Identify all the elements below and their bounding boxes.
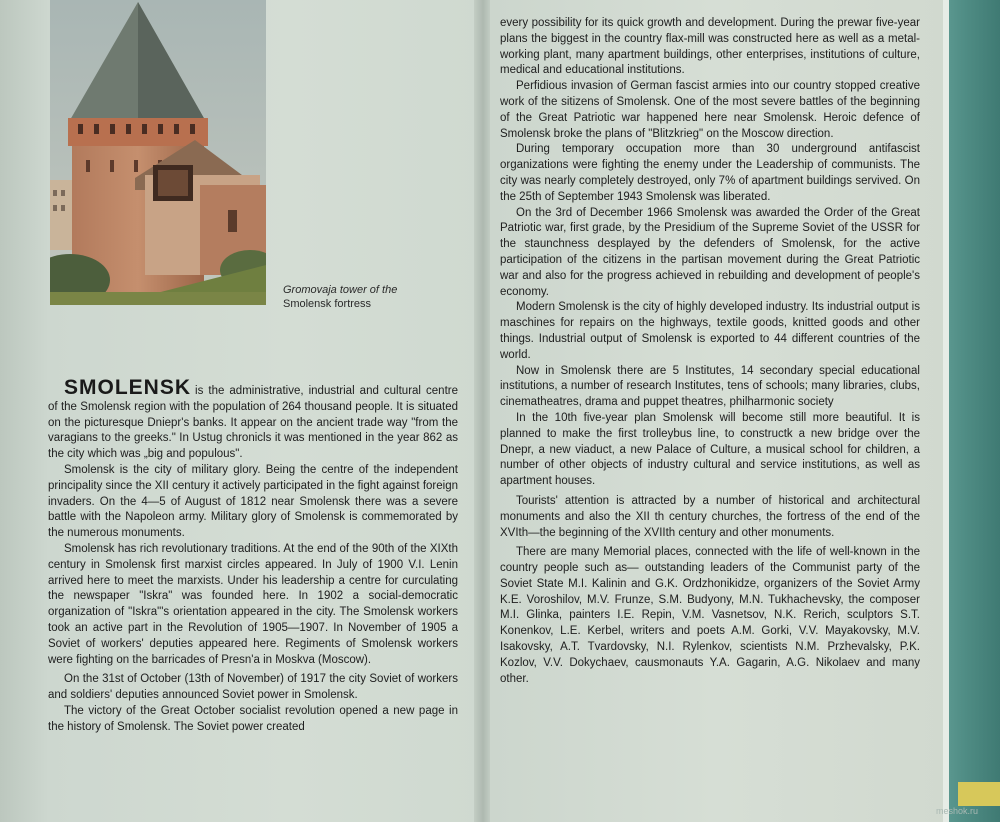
tower-illustration [50, 0, 266, 305]
right-text-column [500, 16, 920, 687]
paragraph: Now in Smolensk there are 5 Institutes, 14 secondary special educational institutions, a number of research Institutes, tens of schools; many libraries, clubs, cinematheatres, drama and puppet theatres, philharmonic society [500, 364, 920, 409]
intro-paragraph [48, 376, 458, 463]
paragraph: During temporary occupation more than 30 underground antifascist organizations were fighting the enemy under the Leadership of communists. The city was nearly completely destroyed, only 7% of apartment buildings servived. On the 25th of September 1943 Smolensk was liberated. [500, 143, 920, 203]
cover-edge [943, 0, 1000, 822]
cover-edge-strip [943, 0, 949, 822]
cover-yellow-mark [958, 782, 1000, 806]
paragraph: In the 10th five-year plan Smolensk will become still more beautiful. It is planned to make the first trolleybus line, to constructk a new bridge over the Dnepr, a new viaduct, a new Palace of Culture, a musical school for children, a number of other objects of industry cultural and service institutions, as well as apartment houses. [500, 411, 920, 488]
caption-line-2: Smolensk fortress [283, 298, 372, 310]
paragraph: The victory of the Great October socialist revolution opened a new page in the history of Smolensk. The Soviet power created [48, 704, 458, 733]
tower-photo [50, 0, 266, 305]
paragraph: Smolensk is the city of military glory. Being the centre of the independent principality since the XII century it actively participated in the fight against foreign invaders. On the 4—5 of August of 1812 near Smolensk there was a severe battle with the Napoleon army. Military glory of Smolensk is commemorated by the numerous monuments. [48, 463, 458, 540]
paragraph: Perfidious invasion of German fascist armies into our country stopped creative work of the sitizens of Smolensk. One of the most severe battles of the beginning of the Great Patriotic war happened here near Smolensk. Heroic defence of Smolensk broke the plans of "Blitzkrieg" on the Moscow direction. [500, 80, 920, 140]
photo-caption [283, 283, 443, 311]
paragraph: Smolensk has rich revolutionary traditions. At the end of the 90th of the XIXth century in Smolensk first marxist circles appeared. In July of 1900 V.I. Lenin arrived here to meet the marxists. Under his leadership a centre for curculating the newspaper "Iskra" was founded here. In 1902 a social-democratic organization of "Iskra"'s orientation appeared in the city. The Smolensk workers took an active part in the Revolution of 1905—1907. In November of 1905 a Soviet of workers' deputies appeared here. Regiments of Smolensk workers were fighting on the barricades of Presn'a in Moskva (Moscow). [48, 542, 458, 666]
paragraph: On the 31st of October (13th of November) of 1917 the city Soviet of workers and soldiers' deputies announced Soviet power in Smolensk. [48, 673, 458, 702]
paragraph: There are many Memorial places, connected with the life of well-known in the country people such as— outstanding leaders of the Communist party of the Soviet State M.I. Kalinin and G.K. Ordzhonikidze, organizers of the Soviet Army K.E. Voroshilov, M.V. Frunze, S.M. Budyony, M.N. Tukhachevsky, the composer M.I. Glinka, painters I.E. Repin, V.M. Vasnetsov, N.K. Rerich, sculptors S.T. Konenkov, L.E. Kerbel, writers and poets A.M. Gorki, V.V. Mayakovsky, M.V. Isakovsky, A.T. Tvardovsky, N.I. Rylenkov, scientists N.M. Przhevalsky, P.K. Kozlov, V.V. Dokychaev, causmonauts Y.A. Gagarin, A.G. Nikolaev and many other. [500, 546, 920, 685]
page-title: SMOLENSK [64, 376, 192, 399]
paragraph: On the 3rd of December 1966 Smolensk was awarded the Order of the Great Patriotic war, first grade, by the Presidium of the Supreme Soviet of the USSR for the staunchness desplayed by the defenders of Smolensk, for the active participation of the citizens in the partisan movement during the Great Patriotic war and also for the progress achieved in rebuilding and development of people's economy. [500, 206, 920, 298]
intro-text: is the administrative, industrial and cultural centre of the Smolensk region with the population of 264 thousand people. It is situated on the picturesque Dniepr's banks. It appear on the ancient trade way "from the varagians to the greeks." In Ustug chronicls it was mentioned in the year 862 as the city which was „big and populous". [48, 385, 458, 461]
watermark: meshok.ru [936, 806, 979, 816]
paragraph: Modern Smolensk is the city of highly developed industry. Its industrial output is maschines for repairs on the highways, textile goods, knitted goods and other things. Industrial output of Smolensk is exported to 44 different countries of the world. [500, 301, 920, 361]
caption-line-1: Gromovaja tower of the [283, 284, 398, 296]
paragraph: Tourists' attention is attracted by a number of historical and architectural monuments and also the XII th century churches, the fortress of the end of the XVIth—the beginning of the XVIIth century and other monuments. [500, 494, 920, 539]
paragraph: every possibility for its quick growth and development. During the prewar five-year plans the biggest in the country flax-mill was constructed here as well as a metal-working plant, many apartment buildings, other enterprises, institutions of culture, medical and educational institutions. [500, 17, 920, 77]
left-text-column [48, 376, 458, 736]
